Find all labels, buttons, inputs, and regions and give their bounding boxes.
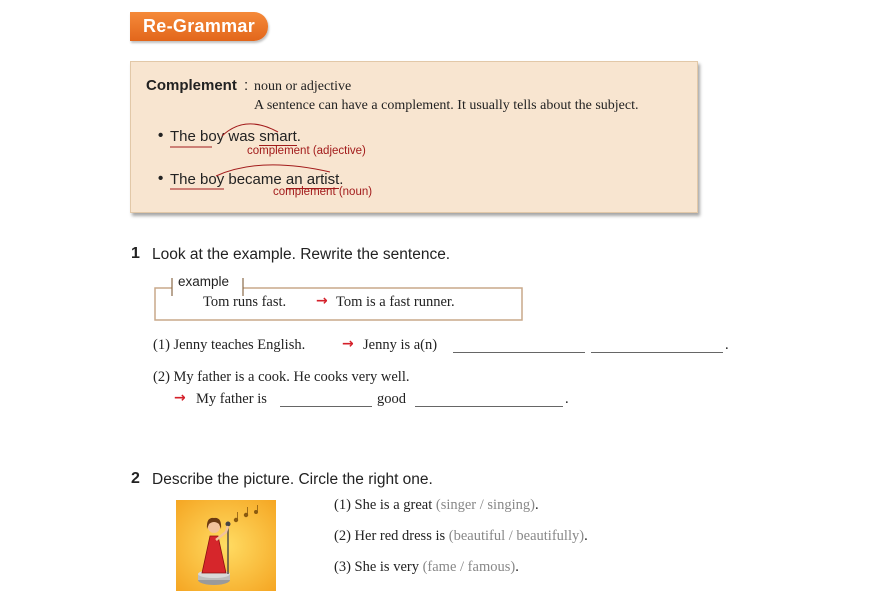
arrow-icon: → <box>342 336 354 352</box>
exercise-1-item-1-prompt: (1) Jenny teaches English. <box>153 337 306 353</box>
complement-label-noun: complement (noun) <box>273 186 373 198</box>
example-verb: became <box>228 171 282 188</box>
exercise-2-item-2 <box>334 528 588 545</box>
exercise-2-item-1 <box>334 497 539 514</box>
exercise-1-number: 1 <box>131 245 140 262</box>
grammar-description: A sentence can have a complement. It usually tells about the subject. <box>254 98 639 113</box>
answer-blank[interactable] <box>280 406 372 407</box>
example-subject: The boy <box>170 128 225 145</box>
example-period: . <box>296 128 301 145</box>
example-verb: was <box>228 128 256 145</box>
item-period: . <box>584 528 588 544</box>
exercise-1-item-2-lead: My father is <box>196 391 267 407</box>
exercise-2-number: 2 <box>131 470 140 487</box>
exercise-1-item-2-prompt: (2) My father is a cook. He cooks very well. <box>153 369 410 385</box>
choice-options[interactable]: (fame / famous) <box>422 559 516 575</box>
exercise-1-item-1-period: . <box>725 337 729 353</box>
answer-blank[interactable] <box>415 406 563 407</box>
section-title: Re-Grammar <box>143 16 256 36</box>
example-target-sentence: Tom is a fast runner. <box>336 294 455 310</box>
singer-picture <box>176 500 276 591</box>
item-period: . <box>515 559 519 575</box>
exercise-2-instruction: Describe the picture. Circle the right one. <box>152 471 433 488</box>
answer-blank[interactable] <box>453 352 585 353</box>
item-text: (2) Her red dress is <box>334 528 449 544</box>
example-label: example <box>178 274 230 289</box>
example-source-sentence: Tom runs fast. <box>203 294 287 310</box>
example-bullet: • <box>158 127 164 144</box>
example-subject: The boy <box>170 171 225 188</box>
exercise-1-item-2-period: . <box>565 391 569 407</box>
item-period: . <box>534 497 539 513</box>
grammar-colon: : <box>244 77 249 94</box>
arrow-icon: → <box>316 293 328 309</box>
example-complement: an artist <box>285 171 340 188</box>
item-text: (1) She is a great <box>334 497 436 513</box>
grammar-definition: noun or adjective <box>254 79 352 94</box>
exercise-1-item-2-mid: good <box>377 391 406 407</box>
item-text: (3) She is very <box>334 559 423 575</box>
choice-options[interactable]: (singer / singing) <box>435 497 535 513</box>
complement-label-adjective: complement (adjective) <box>247 145 366 157</box>
example-complement: smart <box>259 128 297 145</box>
example-bullet: • <box>158 170 164 187</box>
example-period: . <box>339 171 344 188</box>
grammar-term: Complement <box>146 77 237 94</box>
exercise-1-instruction: Look at the example. Rewrite the sentence. <box>152 246 451 263</box>
exercise-2-item-3 <box>334 559 519 576</box>
exercise-1-item-1-lead: Jenny is a(n) <box>363 337 438 353</box>
answer-blank[interactable] <box>591 352 723 353</box>
choice-options[interactable]: (beautiful / beautifully) <box>448 528 585 544</box>
arrow-icon: → <box>174 390 186 406</box>
